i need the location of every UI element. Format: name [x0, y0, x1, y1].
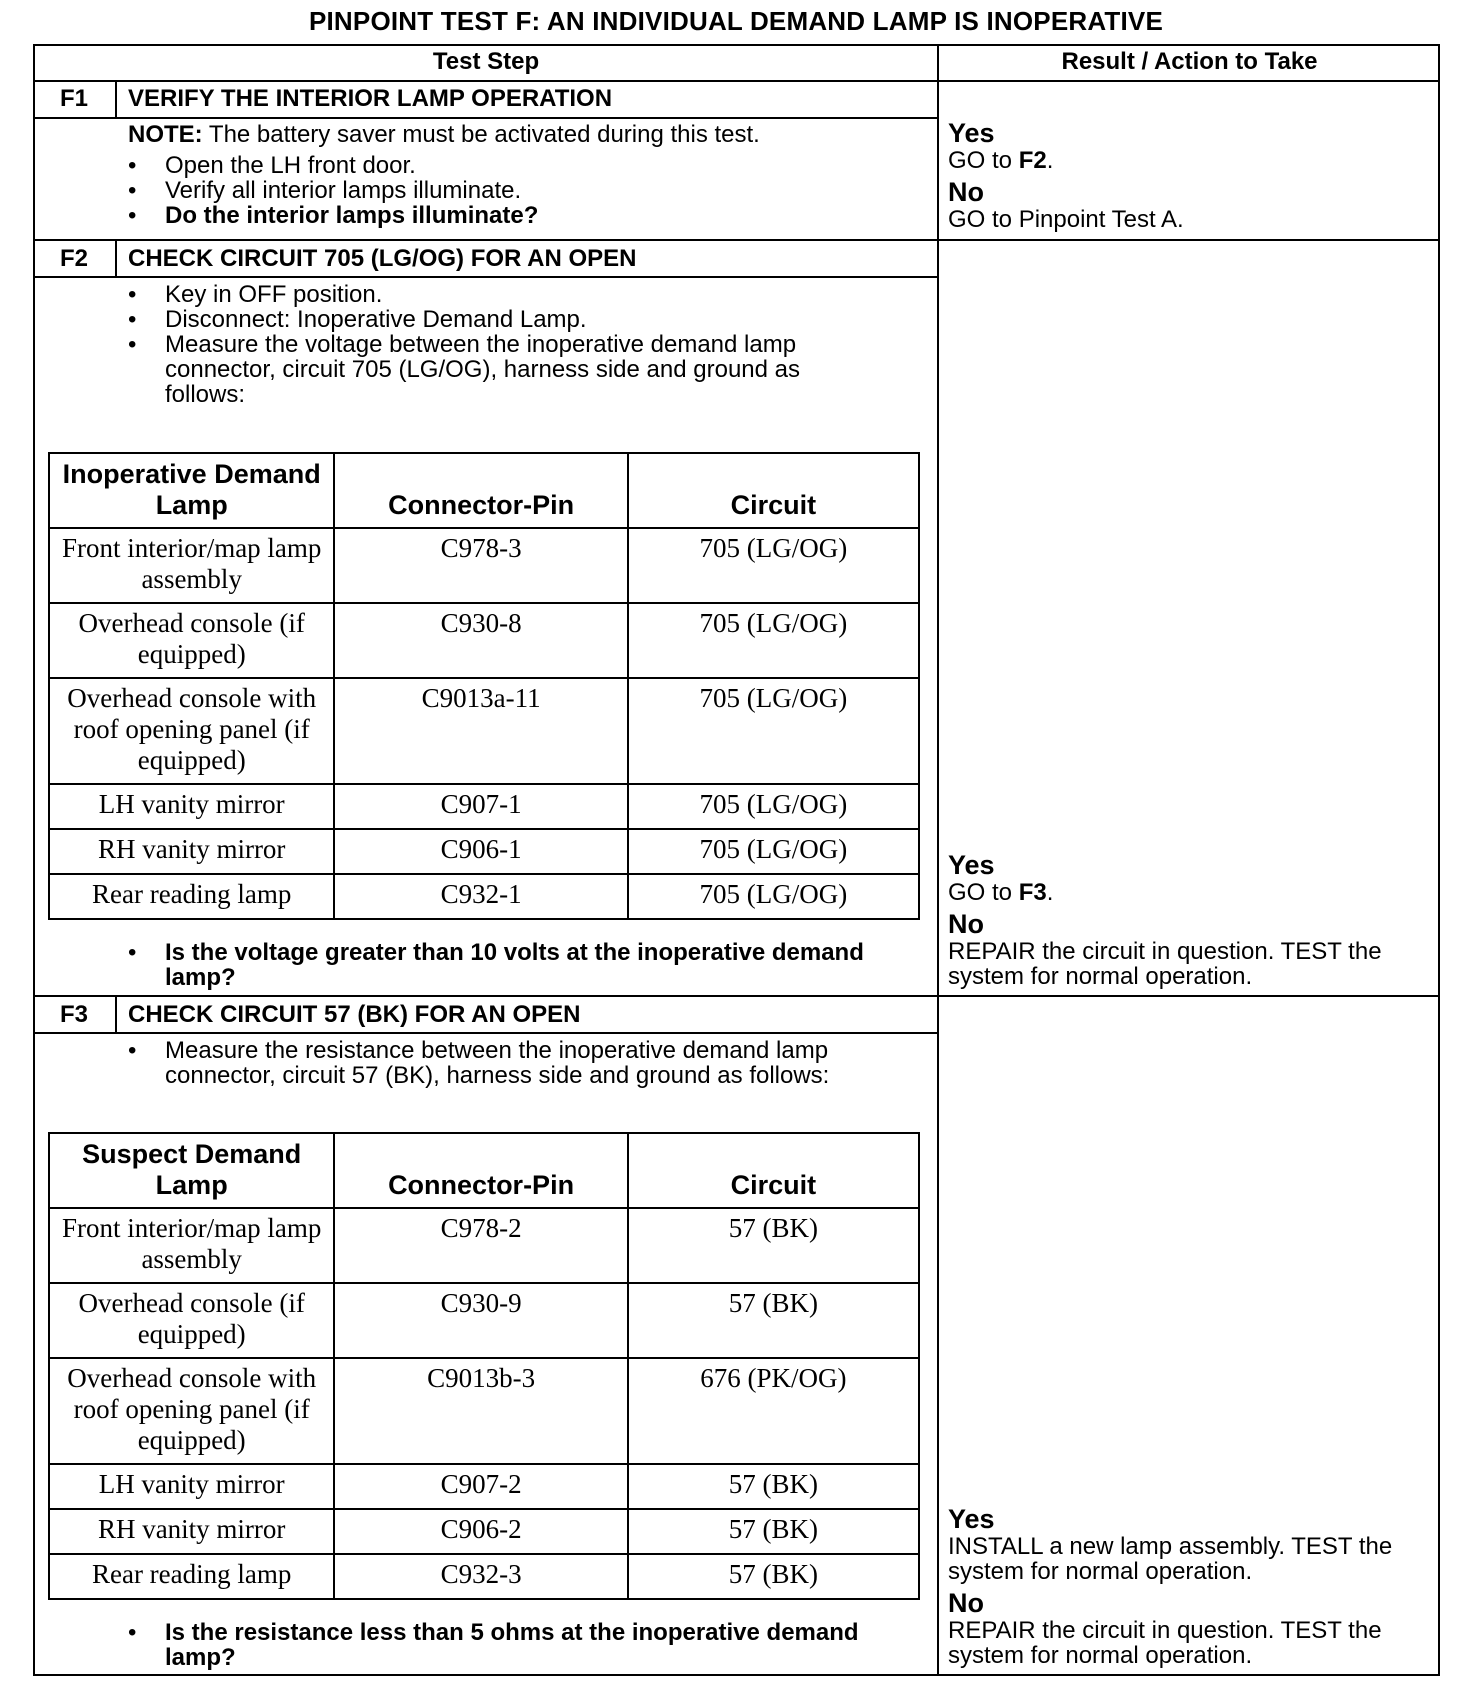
yes-label: Yes [948, 1504, 995, 1534]
no-label: No [948, 909, 984, 939]
f3-result [948, 1504, 1433, 1668]
table-cell: C907-1 [334, 784, 627, 829]
table-row [49, 603, 919, 678]
table-row [49, 1208, 919, 1283]
f2-bullet-1: • Key in OFF position. [128, 281, 383, 308]
table-cell: Overhead console (if equipped) [49, 603, 334, 678]
no-action: REPAIR the circuit in question. TEST the system for normal operation. [948, 938, 1382, 990]
step-id-f1: F1 [59, 85, 88, 112]
step-title-f2: CHECK CIRCUIT 705 (LG/OG) FOR AN OPEN [128, 245, 637, 272]
table-cell: RH vanity mirror [49, 1509, 334, 1554]
f1-title-divider [33, 117, 939, 119]
f3-title-divider [33, 1032, 939, 1034]
table-cell: C9013b-3 [334, 1358, 627, 1464]
yes-action: GO to F3. [948, 879, 1054, 906]
table-cell: 57 (BK) [628, 1208, 919, 1283]
f3-id-divider [115, 995, 117, 1033]
table-cell: Front interior/map lamp assembly [49, 528, 334, 603]
table-header-row [49, 453, 919, 528]
f2-title-divider [33, 276, 939, 278]
table-cell: C907-2 [334, 1464, 627, 1509]
column-divider [937, 44, 939, 1676]
table-row [49, 1358, 919, 1464]
table-cell: 705 (LG/OG) [628, 603, 919, 678]
no-label: No [948, 177, 984, 207]
f3-question: • Is the resistance less than 5 ohms at the inoperative demand lamp? [128, 1619, 859, 1671]
no-action: REPAIR the circuit in question. TEST the system for normal operation. [948, 1617, 1382, 1669]
f2-id-divider [115, 239, 117, 277]
header-divider [33, 80, 1440, 82]
table-cell: LH vanity mirror [49, 1464, 334, 1509]
table-cell: 57 (BK) [628, 1464, 919, 1509]
f2-bullet-3: • Measure the voltage between the inoperative demand lamp connector, circuit 705 (LG/OG), harness side and ground as follows: [128, 331, 801, 408]
table-header: Suspect Demand Lamp [49, 1133, 334, 1208]
note-text: The battery saver must be activated during this test. [202, 121, 760, 148]
table-row [49, 1283, 919, 1358]
yes-label: Yes [948, 850, 995, 880]
table-cell: LH vanity mirror [49, 784, 334, 829]
no-action: GO to Pinpoint Test A. [948, 206, 1184, 233]
page-title: PINPOINT TEST F: AN INDIVIDUAL DEMAND LAMP IS INOPERATIVE [308, 6, 1164, 36]
table-cell: 57 (BK) [628, 1554, 919, 1599]
table-cell: C932-1 [334, 874, 627, 919]
yes-action: INSTALL a new lamp assembly. TEST the system for normal operation. [948, 1533, 1393, 1585]
table-row [49, 1554, 919, 1599]
f2-f3-divider [33, 995, 1440, 997]
table-cell: RH vanity mirror [49, 829, 334, 874]
table-cell: C978-2 [334, 1208, 627, 1283]
table-cell: Rear reading lamp [49, 874, 334, 919]
step-id-f2: F2 [59, 245, 88, 272]
table-row [49, 1509, 919, 1554]
table-row [49, 528, 919, 603]
table-cell: 705 (LG/OG) [628, 784, 919, 829]
table-cell: Overhead console (if equipped) [49, 1283, 334, 1358]
no-label: No [948, 1588, 984, 1618]
f1-f2-divider [33, 239, 1440, 241]
table-row [49, 678, 919, 784]
table-row [49, 829, 919, 874]
step-title-f1: VERIFY THE INTERIOR LAMP OPERATION [128, 85, 613, 112]
table-row [49, 1464, 919, 1509]
yes-label: Yes [948, 118, 995, 148]
step-id-f3: F3 [59, 1001, 88, 1028]
table-cell: Front interior/map lamp assembly [49, 1208, 334, 1283]
f2-connector-table [48, 452, 920, 920]
table-cell: 57 (BK) [628, 1509, 919, 1554]
table-header: Inoperative Demand Lamp [49, 453, 334, 528]
header-result: Result / Action to Take [1061, 48, 1318, 75]
f1-result [948, 118, 1184, 232]
table-cell: 705 (LG/OG) [628, 829, 919, 874]
table-cell: C932-3 [334, 1554, 627, 1599]
f3-connector-table [48, 1132, 920, 1600]
table-cell: Overhead console with roof opening panel (if equipped) [49, 678, 334, 784]
f1-id-divider [115, 80, 117, 118]
table-cell: 705 (LG/OG) [628, 874, 919, 919]
f1-question: • Do the interior lamps illuminate? [128, 202, 539, 229]
table-cell: C978-3 [334, 528, 627, 603]
step-title-f3: CHECK CIRCUIT 57 (BK) FOR AN OPEN [128, 1001, 581, 1028]
f2-result [948, 850, 1433, 989]
table-row [49, 874, 919, 919]
table-header: Connector-Pin [334, 453, 627, 528]
table-cell: C906-2 [334, 1509, 627, 1554]
header-test-step: Test Step [432, 48, 540, 75]
table-cell: 57 (BK) [628, 1283, 919, 1358]
table-header: Circuit [628, 453, 919, 528]
f2-question: • Is the voltage greater than 10 volts at the inoperative demand lamp? [128, 939, 864, 991]
table-cell: C930-9 [334, 1283, 627, 1358]
table-cell: C930-8 [334, 603, 627, 678]
table-row [49, 784, 919, 829]
note-label: NOTE: [128, 121, 203, 148]
table-cell: Rear reading lamp [49, 1554, 334, 1599]
f1-bullet-2: • Verify all interior lamps illuminate. [128, 177, 522, 204]
table-cell: 676 (PK/OG) [628, 1358, 919, 1464]
f1-note [128, 122, 760, 147]
table-cell: C9013a-11 [334, 678, 627, 784]
table-cell: 705 (LG/OG) [628, 678, 919, 784]
f1-bullet-1: • Open the LH front door. [128, 152, 416, 179]
yes-action: GO to F2. [948, 147, 1054, 174]
table-header-row [49, 1133, 919, 1208]
table-cell: Overhead console with roof opening panel (if equipped) [49, 1358, 334, 1464]
table-header: Connector-Pin [334, 1133, 627, 1208]
table-header: Circuit [628, 1133, 919, 1208]
f2-bullet-2: • Disconnect: Inoperative Demand Lamp. [128, 306, 587, 333]
table-cell: 705 (LG/OG) [628, 528, 919, 603]
f3-bullet-1: • Measure the resistance between the inoperative demand lamp connector, circuit 57 (BK), harness side and ground as follows: [128, 1037, 830, 1089]
table-cell: C906-1 [334, 829, 627, 874]
